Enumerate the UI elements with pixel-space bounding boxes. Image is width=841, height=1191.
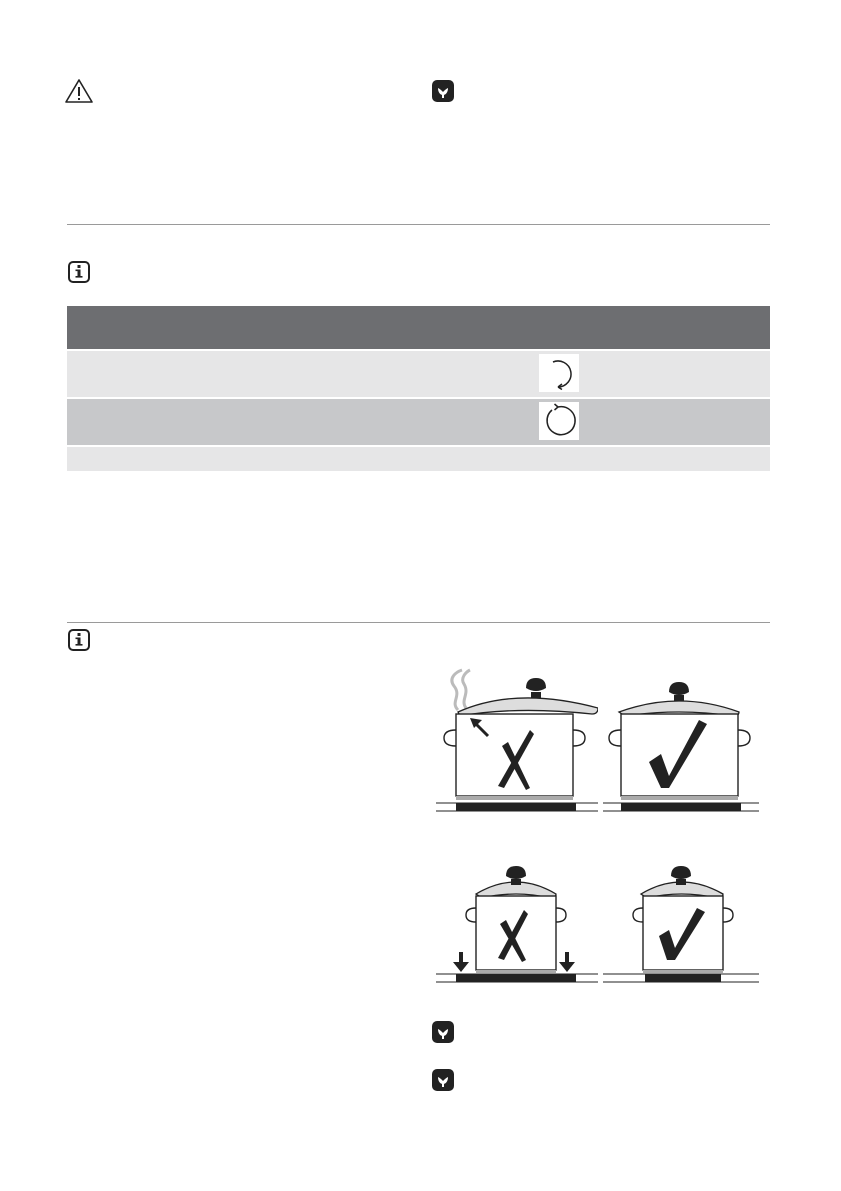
table-row <box>67 397 770 445</box>
table-row <box>67 445 770 471</box>
section-divider <box>67 224 770 225</box>
flower-icon <box>432 1021 454 1043</box>
section-divider <box>67 622 770 623</box>
table-header-row <box>67 306 770 349</box>
flower-icon <box>432 80 454 102</box>
info-icon <box>68 629 90 651</box>
flower-icon <box>432 1069 454 1091</box>
table-row <box>67 349 770 397</box>
pot-lid-gap-wrong <box>436 664 598 814</box>
warning-triangle-icon <box>64 78 94 104</box>
counterclockwise-arrow-icon <box>539 402 579 440</box>
clockwise-arrow-icon <box>539 354 579 392</box>
pot-matching-base-right <box>603 862 763 992</box>
info-icon <box>68 261 90 283</box>
pot-small-base-wrong <box>436 862 598 992</box>
pot-lid-fitted-right <box>603 664 763 814</box>
